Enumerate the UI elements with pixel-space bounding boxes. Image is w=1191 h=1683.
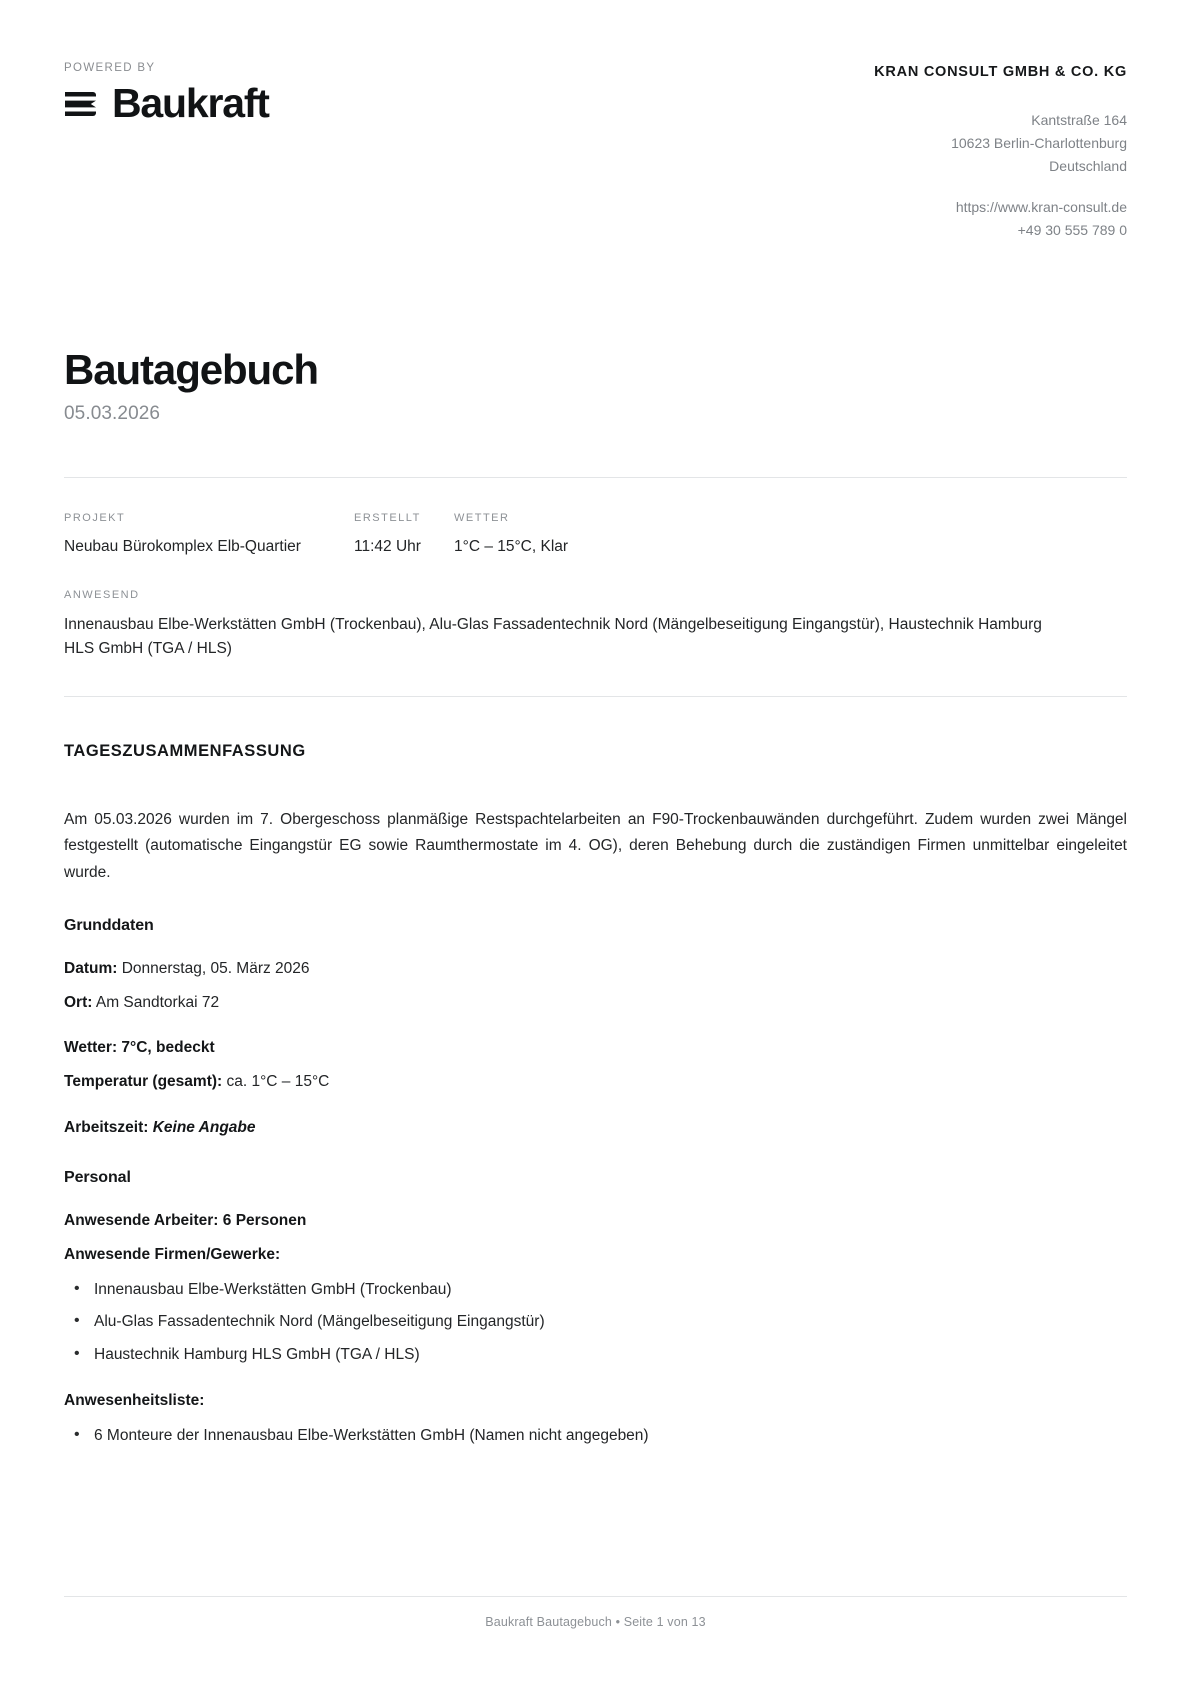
address-line-country: Deutschland — [1049, 157, 1127, 174]
summary-paragraph: Am 05.03.2026 wurden im 7. Obergeschoss planmäßige Restspachtelarbeiten an F90-Trockenbauwänden durchgeführt. Zudem wurden zwei Mängel festgestellt (automatische Eingangstür EG sowie Raumthermostate im 4. OG), deren Behebung durch die zuständigen Firmen unmittelbar eingeleitet wurde. — [64, 810, 1127, 882]
attendees-label: ANWESEND — [64, 588, 140, 601]
temperatur-label: Temperatur (gesamt): — [64, 1073, 223, 1091]
company-phone[interactable]: +49 30 555 789 0 — [1017, 222, 1127, 239]
metadata-section — [0, 477, 1191, 697]
document-footer — [64, 1596, 1127, 1629]
powered-by-label: POWERED BY — [64, 62, 156, 74]
anwesenheitsliste-label: Anwesenheitsliste: — [64, 1391, 205, 1409]
weather-value: 1°C – 15°C, Klar — [454, 538, 569, 556]
company-contact — [874, 196, 1127, 242]
temperatur-value: ca. 1°C – 15°C — [226, 1073, 330, 1091]
field-anwesenheitsliste-label — [64, 1389, 1127, 1412]
list-item: • 6 Monteure der Innenausbau Elbe-Werkstätten GmbH (Namen nicht angegeben) — [64, 1424, 1127, 1448]
logo-wordmark: Baukraft — [112, 80, 269, 126]
field-datum — [64, 957, 1127, 980]
list-item: • Innenausbau Elbe-Werkstätten GmbH (Trockenbau) — [64, 1278, 1127, 1302]
companies-list — [64, 1278, 1127, 1366]
field-wetter — [64, 1036, 1127, 1059]
arbeitszeit-value: Keine Angabe — [152, 1118, 256, 1136]
wetter-value: 7°C, bedeckt — [121, 1039, 215, 1057]
ort-value: Am Sandtorkai 72 — [95, 993, 220, 1011]
company-website[interactable]: https://www.kran-consult.de — [955, 199, 1127, 216]
document-body — [0, 742, 1191, 1448]
wetter-label: Wetter: — [64, 1039, 118, 1057]
footer-text: Baukraft Bautagebuch • Seite 1 von 13 — [485, 1615, 706, 1629]
company-address — [874, 109, 1127, 177]
ort-label: Ort: — [64, 993, 93, 1011]
datum-label: Datum: — [64, 959, 118, 977]
hamburger-bars-logo-icon — [64, 87, 98, 121]
project-label: PROJEKT — [64, 512, 126, 525]
attendees-value: Innenausbau Elbe-Werkstätten GmbH (Trockenbau), Alu-Glas Fassadentechnik Nord (Mängelbeseitigung Eingangstür), Haustechnik Hamburg HLS GmbH (TGA / HLS) — [64, 615, 1042, 658]
arbeitszeit-label: Arbeitszeit: — [64, 1118, 149, 1136]
attendance-list — [64, 1424, 1127, 1448]
company-name: KRAN CONSULT GMBH & CO. KG — [874, 64, 1127, 80]
arbeiter-label: Anwesende Arbeiter: — [64, 1211, 219, 1229]
title-block — [0, 346, 1191, 425]
project-value: Neubau Bürokomplex Elb-Quartier — [64, 538, 301, 556]
field-ort — [64, 991, 1127, 1014]
metadata-row — [64, 486, 1127, 558]
section-title-summary: TAGESZUSAMMENFASSUNG — [64, 741, 306, 760]
datum-value: Donnerstag, 05. März 2026 — [121, 959, 310, 977]
field-temperatur — [64, 1070, 1127, 1093]
metadata-created — [354, 512, 454, 558]
list-item: • Alu-Glas Fassadentechnik Nord (Mängelbeseitigung Eingangstür) — [64, 1310, 1127, 1334]
divider-above-metadata — [64, 477, 1127, 478]
subheading-personal: Personal — [64, 1168, 131, 1186]
field-arbeitszeit — [64, 1116, 1127, 1139]
metadata-attendees — [64, 558, 1127, 662]
brand-block — [64, 58, 269, 124]
metadata-weather — [454, 512, 1127, 558]
list-item: • Haustechnik Hamburg HLS GmbH (TGA / HLS) — [64, 1343, 1127, 1367]
firmen-label: Anwesende Firmen/Gewerke: — [64, 1246, 281, 1264]
subheading-grunddaten: Grunddaten — [64, 916, 154, 934]
created-value: 11:42 Uhr — [354, 538, 421, 556]
document-date: 05.03.2026 — [64, 403, 161, 425]
baukraft-logo — [64, 80, 269, 126]
company-info-block — [874, 58, 1127, 242]
field-anwesende-arbeiter — [64, 1209, 1127, 1232]
arbeiter-value: 6 Personen — [222, 1211, 307, 1229]
address-line-city: 10623 Berlin-Charlottenburg — [951, 134, 1127, 151]
metadata-project — [64, 512, 354, 558]
divider-below-metadata — [64, 696, 1127, 697]
weather-label: WETTER — [454, 512, 510, 525]
field-firmen-label — [64, 1243, 1127, 1266]
address-line-street: Kantstraße 164 — [1031, 112, 1127, 128]
created-label: ERSTELLT — [354, 512, 421, 525]
document-header — [0, 0, 1191, 242]
page-title: Bautagebuch — [64, 346, 318, 394]
